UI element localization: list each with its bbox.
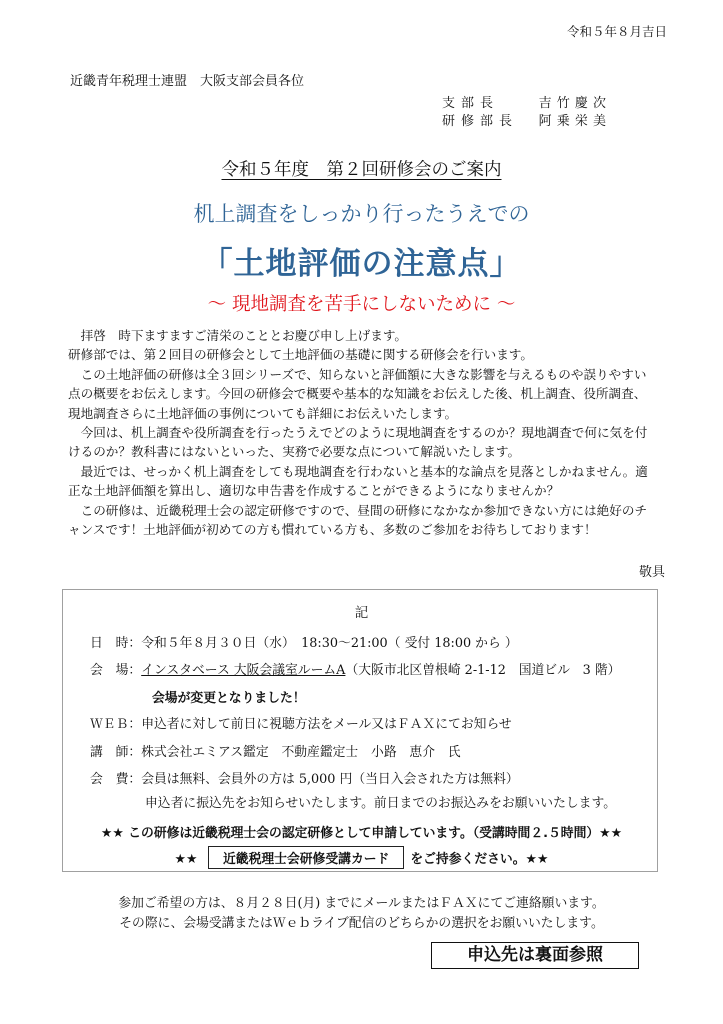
datetime-value: 令和５年８月３０日（水） 18:30～21:00（ 受付 18:00 から ）	[141, 636, 518, 651]
paragraph: 最近では、せっかく机上調査をしても現地調査を行わないと基本的な論点を見落としかねません。適正な土地評価額を算出し、適切な申告書を作成することができるようになりませんか？	[68, 463, 648, 499]
subtitle-2: ～ 現地調査を苦手にしないために ～	[207, 294, 516, 315]
card-name-box: 近畿税理士会研修受講カード	[208, 846, 404, 869]
body-text	[68, 326, 656, 539]
sender-2	[442, 110, 607, 129]
paragraph: 今回は、机上調査や役所調査を行ったうえでどのように現地調査をするのか？現地調査で何に気を付けるのか？教科書にはないといった、実務で必要な点について解説いたします。	[68, 425, 648, 460]
web-row	[90, 713, 512, 732]
venue-change-notice: 会場が変更となりました！	[152, 691, 306, 706]
certification-note: ★★ この研修は近畿税理士会の認定研修として申請しています。（受講時間２.５時間）★★	[100, 826, 623, 841]
main-title: 「土地評価の注意点」	[201, 246, 522, 282]
recipient: 近畿青年税理士連盟 大阪支部会員各位	[70, 74, 305, 89]
lecturer-value: 株式会社エミアス鑑定 不動産鑑定士 小路 恵介 氏	[141, 745, 461, 760]
footer-line-2: その際に、会場受講またはＷｅｂライブ配信のどちらかの選択をお願いいたします。	[119, 916, 604, 931]
lecturer-row	[90, 741, 461, 760]
card-note	[0, 846, 723, 869]
reference-box: 申込先は裏面参照	[431, 942, 639, 969]
venue-name: インスタベース 大阪会議室ルームA	[141, 663, 346, 678]
sender-1	[442, 92, 607, 111]
fee-note: 申込者に振込先をお知らせいたします。前日までのお振込みをお願いいたします。	[145, 796, 617, 811]
footer-line-1: 参加ご希望の方は、８月２８日(月) までにメールまたはＦＡＸにてご連絡願います。	[118, 896, 605, 911]
lecturer-label: 講 師：	[90, 745, 142, 760]
venue-row	[90, 659, 620, 678]
paragraph: 研修部では、第２回目の研修会として土地評価の基礎に関する研修会を行います。	[68, 347, 533, 363]
card-prefix: ★★	[174, 852, 198, 867]
web-value: 申込者に対して前日に視聴方法をメール又はＦＡＸにてお知らせ	[141, 717, 512, 732]
closing: 敬具	[638, 565, 665, 580]
sender-role: 研修部長	[442, 114, 519, 129]
details-heading: 記	[354, 605, 369, 621]
venue-label: 会 場：	[90, 663, 142, 678]
card-suffix: をご持参ください。★★	[410, 852, 549, 867]
fee-value: 会員は無料、会員外の方は 5,000 円（当日入会された方は無料）	[141, 772, 519, 787]
datetime-label: 日 時：	[90, 636, 142, 651]
paragraph: 拝啓 時下ますますご清栄のこととお慶び申し上げます。	[68, 328, 408, 343]
datetime-row	[90, 632, 518, 651]
subtitle-1: 机上調査をしっかり行ったうえでの	[193, 202, 530, 226]
fee-label: 会 費：	[90, 772, 142, 787]
sender-name: 吉 竹 慶 次	[538, 96, 607, 111]
venue-address: （大阪市北区曽根崎 2-1-12 国道ビル 3 階）	[345, 663, 621, 678]
paragraph: この研修は、近畿税理士会の認定研修ですので、昼間の研修になかなか参加できない方には絶好のチャンスです！土地評価が初めての方も慣れている方も、多数のご参加をお待ちしております！	[68, 502, 648, 538]
paragraph: この土地評価の研修は全３回シリーズで、知らないと評価額に大きな影響を与えるものや誤りやすい点の概要をお伝えします。今回の研修会で概要や基本的な知識をお伝えした後、机上調査、役所調査、現地調査さらに土地評価の事例についても詳細にお伝えいたします。	[68, 366, 647, 421]
fee-row	[90, 768, 519, 787]
sender-name: 阿 乗 栄 美	[538, 114, 607, 129]
sender-role: 支部長	[442, 96, 500, 111]
web-label: ＷＥＢ：	[90, 717, 142, 732]
notice-title: 令和５年度 第２回研修会のご案内	[221, 160, 502, 180]
issue-date: 令和５年８月吉日	[566, 24, 667, 39]
